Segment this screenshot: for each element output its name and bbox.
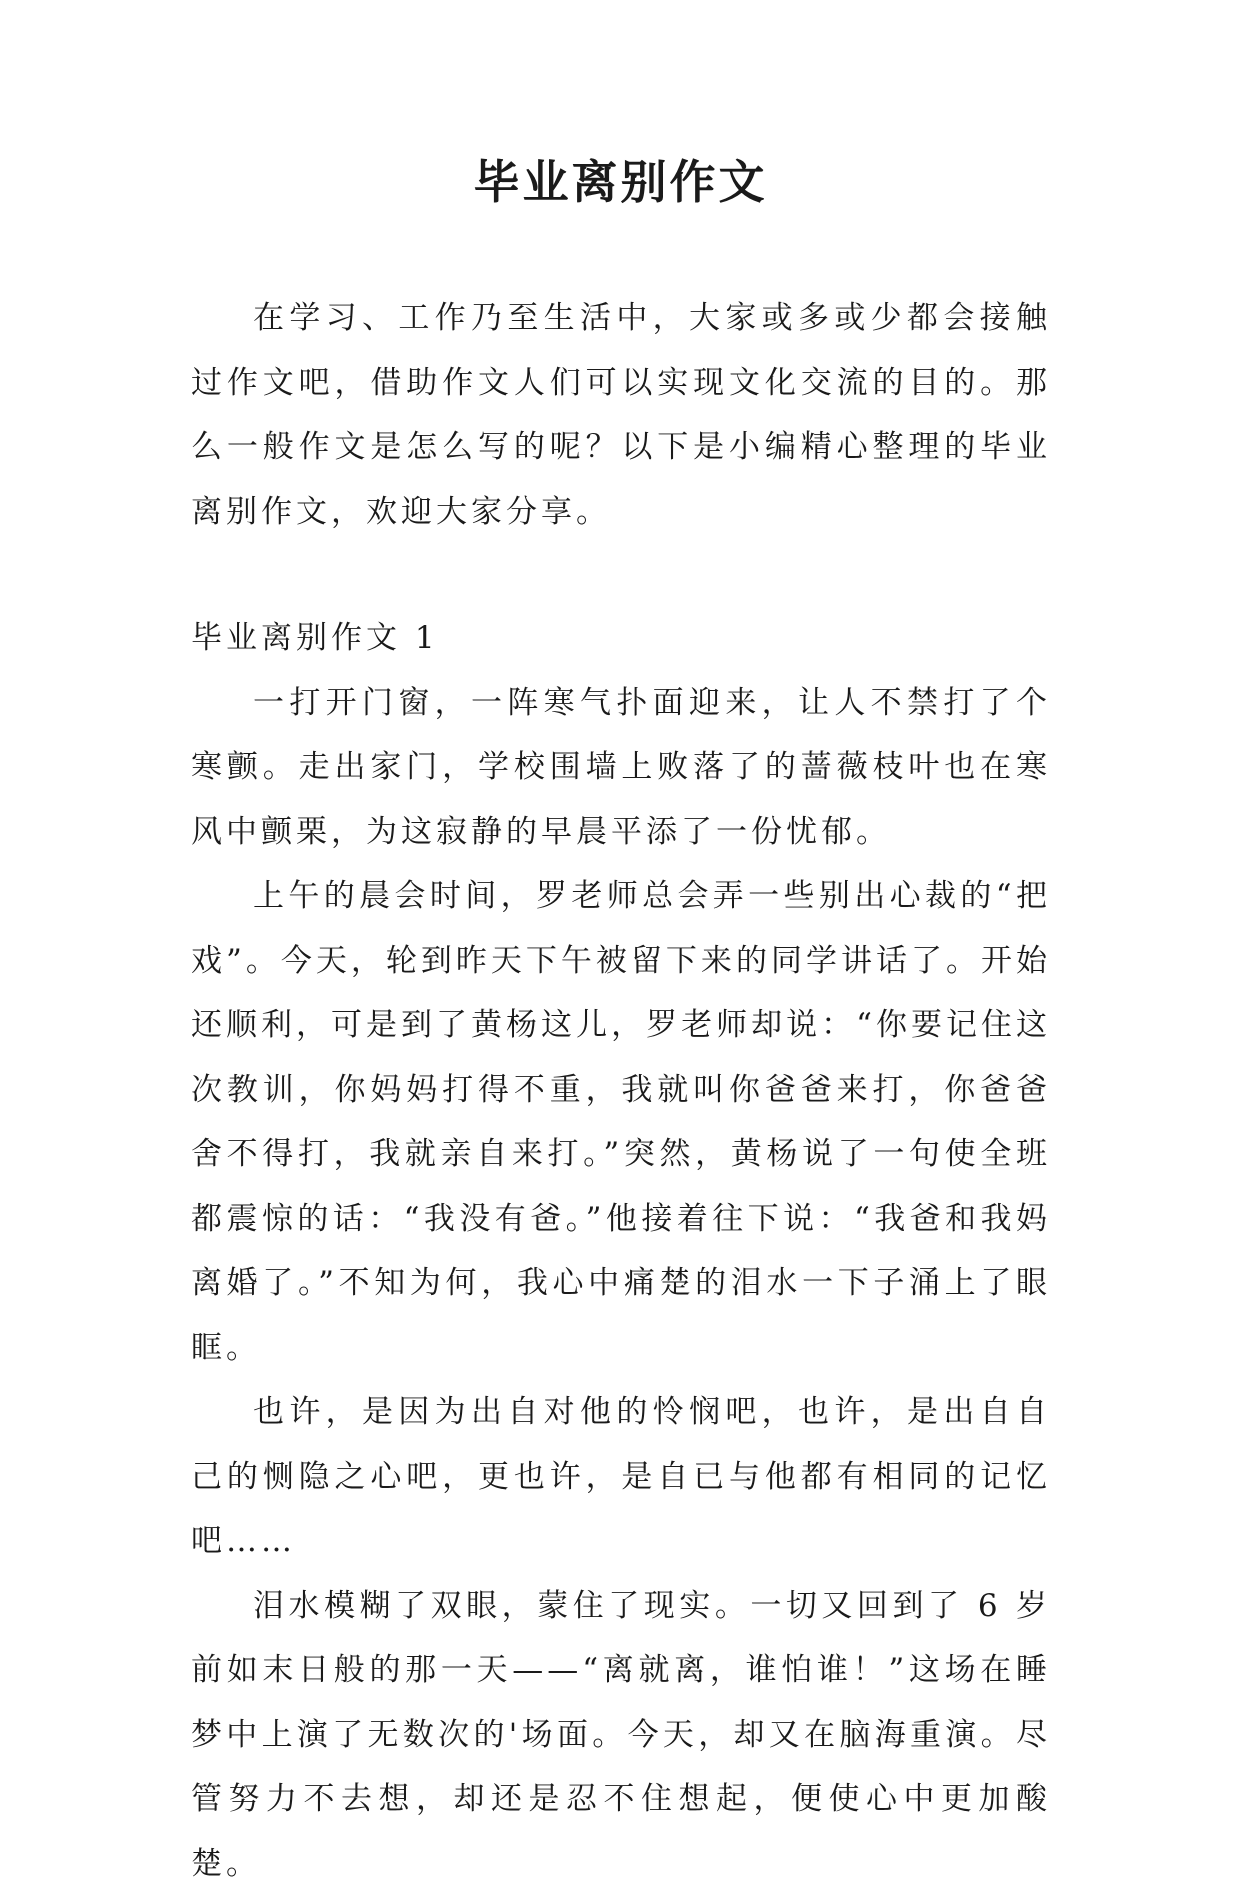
body-paragraph: 也许，是因为出自对他的怜悯吧，也许，是出自自己的恻隐之心吧，更也许，是自已与他都有相同的记忆吧…… (191, 1380, 1051, 1574)
body-paragraph: 上午的晨会时间，罗老师总会弄一些别出心裁的“把戏”。今天，轮到昨天下午被留下来的同学讲话了。开始还顺利，可是到了黄杨这儿，罗老师却说：“你要记住这次教训，你妈妈打得不重，我就叫你爸爸来打，你爸爸舍不得打，我就亲自来打。”突然，黄杨说了一句使全班都震惊的话：“我没有爸。”他接着往下说：“我爸和我妈离婚了。”不知为何，我心中痛楚的泪水一下子涌上了眼眶。 (191, 864, 1051, 1380)
document-title: 毕业离别作文 (0, 150, 1241, 214)
document-body (191, 286, 1051, 1896)
body-paragraph: 一打开门窗，一阵寒气扑面迎来，让人不禁打了个寒颤。走出家门，学校围墙上败落了的蔷薇枝叶也在寒风中颤栗，为这寂静的早晨平添了一份忧郁。 (191, 671, 1051, 865)
section-heading: 毕业离别作文 1 (191, 606, 1051, 671)
intro-paragraph: 在学习、工作乃至生活中，大家或多或少都会接触过作文吧，借助作文人们可以实现文化交流的目的。那么一般作文是怎么写的呢？以下是小编精心整理的毕业离别作文，欢迎大家分享。 (191, 286, 1051, 544)
body-paragraph: 泪水模糊了双眼，蒙住了现实。一切又回到了 6 岁前如末日般的那一天——“离就离，谁怕谁！”这场在睡梦中上演了无数次的'场面。今天，却又在脑海重演。尽管努力不去想，却还是忍不住想起，便使心中更加酸楚。 (191, 1574, 1051, 1896)
